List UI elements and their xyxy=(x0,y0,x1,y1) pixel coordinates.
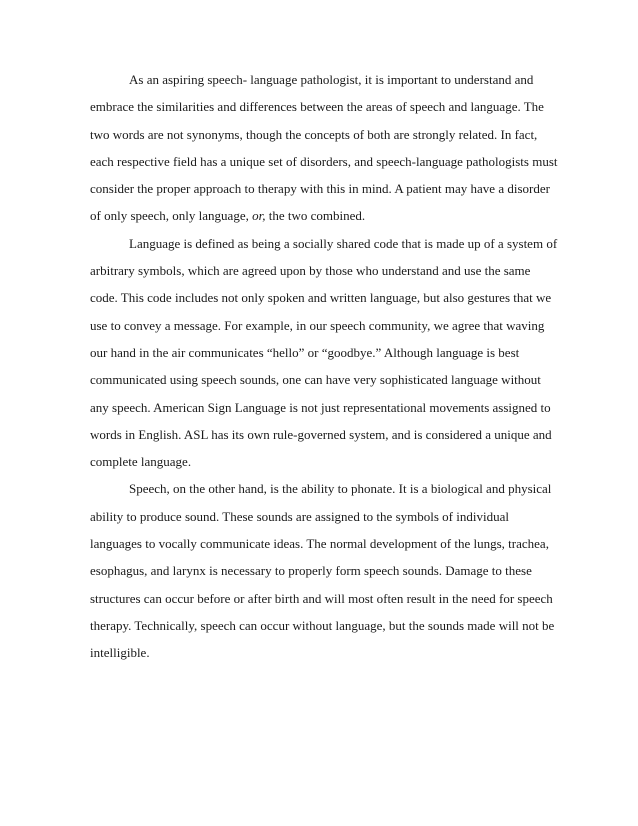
paragraph-1-line-3: two words are not synonyms, though the concepts of both are strongly related. In fact, xyxy=(90,126,538,142)
paragraph-2-line-8: words in English. ASL has its own rule-governed system, and is considered a unique and xyxy=(90,426,552,442)
document-body xyxy=(90,66,560,667)
paragraph-2-line-3: code. This code includes not only spoken and written language, but also gestures that we xyxy=(90,290,552,306)
paragraph-2-line-1: Language is defined as being a socially shared code that is made up of a system of xyxy=(129,235,558,251)
paragraph-1-line-4: each respective field has a unique set of disorders, and speech-language pathologists must xyxy=(90,153,558,169)
paragraph-2-line-5: our hand in the air communicates “hello” or “goodbye.” Although language is best xyxy=(90,344,520,360)
paragraph-3-line-1: Speech, on the other hand, is the ability to phonate. It is a biological and physical xyxy=(129,481,552,497)
paragraph-1-line-6 xyxy=(90,202,560,229)
paragraph-1-line-6-start: of only speech, only language, xyxy=(90,208,249,224)
paragraph-3 xyxy=(90,475,560,666)
paragraph-3-line-7: intelligible. xyxy=(90,645,150,661)
paragraph-3-line-6: therapy. Technically, speech can occur without language, but the sounds made will not be xyxy=(90,617,555,633)
paragraph-3-line-2: ability to produce sound. These sounds are assigned to the symbols of individual xyxy=(90,508,509,524)
paragraph-3-line-5: structures can occur before or after birth and will most often result in the need for speech xyxy=(90,590,553,606)
paragraph-1 xyxy=(90,66,560,230)
paragraph-2-line-7: any speech. American Sign Language is not just representational movements assigned to xyxy=(90,399,551,415)
paragraph-1-line-1: As an aspiring speech- language pathologist, it is important to understand and xyxy=(129,72,534,87)
paragraph-3-line-4: esophagus, and larynx is necessary to properly form speech sounds. Damage to these xyxy=(90,563,532,579)
paragraph-1-line-2: embrace the similarities and differences between the areas of speech and language. The xyxy=(90,99,544,115)
paragraph-1-line-5: consider the proper approach to therapy with this in mind. A patient may have a disorder xyxy=(90,181,550,197)
paragraph-2-line-2: arbitrary symbols, which are agreed upon by those who understand and use the same xyxy=(90,263,531,279)
paragraph-2-line-6: communicated using speech sounds, one can have very sophisticated language without xyxy=(90,372,541,388)
paragraph-2-line-9: complete language. xyxy=(90,454,192,470)
paragraph-1-italic-or: or, xyxy=(252,208,266,224)
paragraph-3-line-3: languages to vocally communicate ideas. The normal development of the lungs, trachea, xyxy=(90,536,549,552)
paragraph-2 xyxy=(90,230,560,476)
paragraph-2-line-4: use to convey a message. For example, in our speech community, we agree that waving xyxy=(90,317,545,333)
paragraph-1-line-6-end: the two combined. xyxy=(268,208,366,224)
